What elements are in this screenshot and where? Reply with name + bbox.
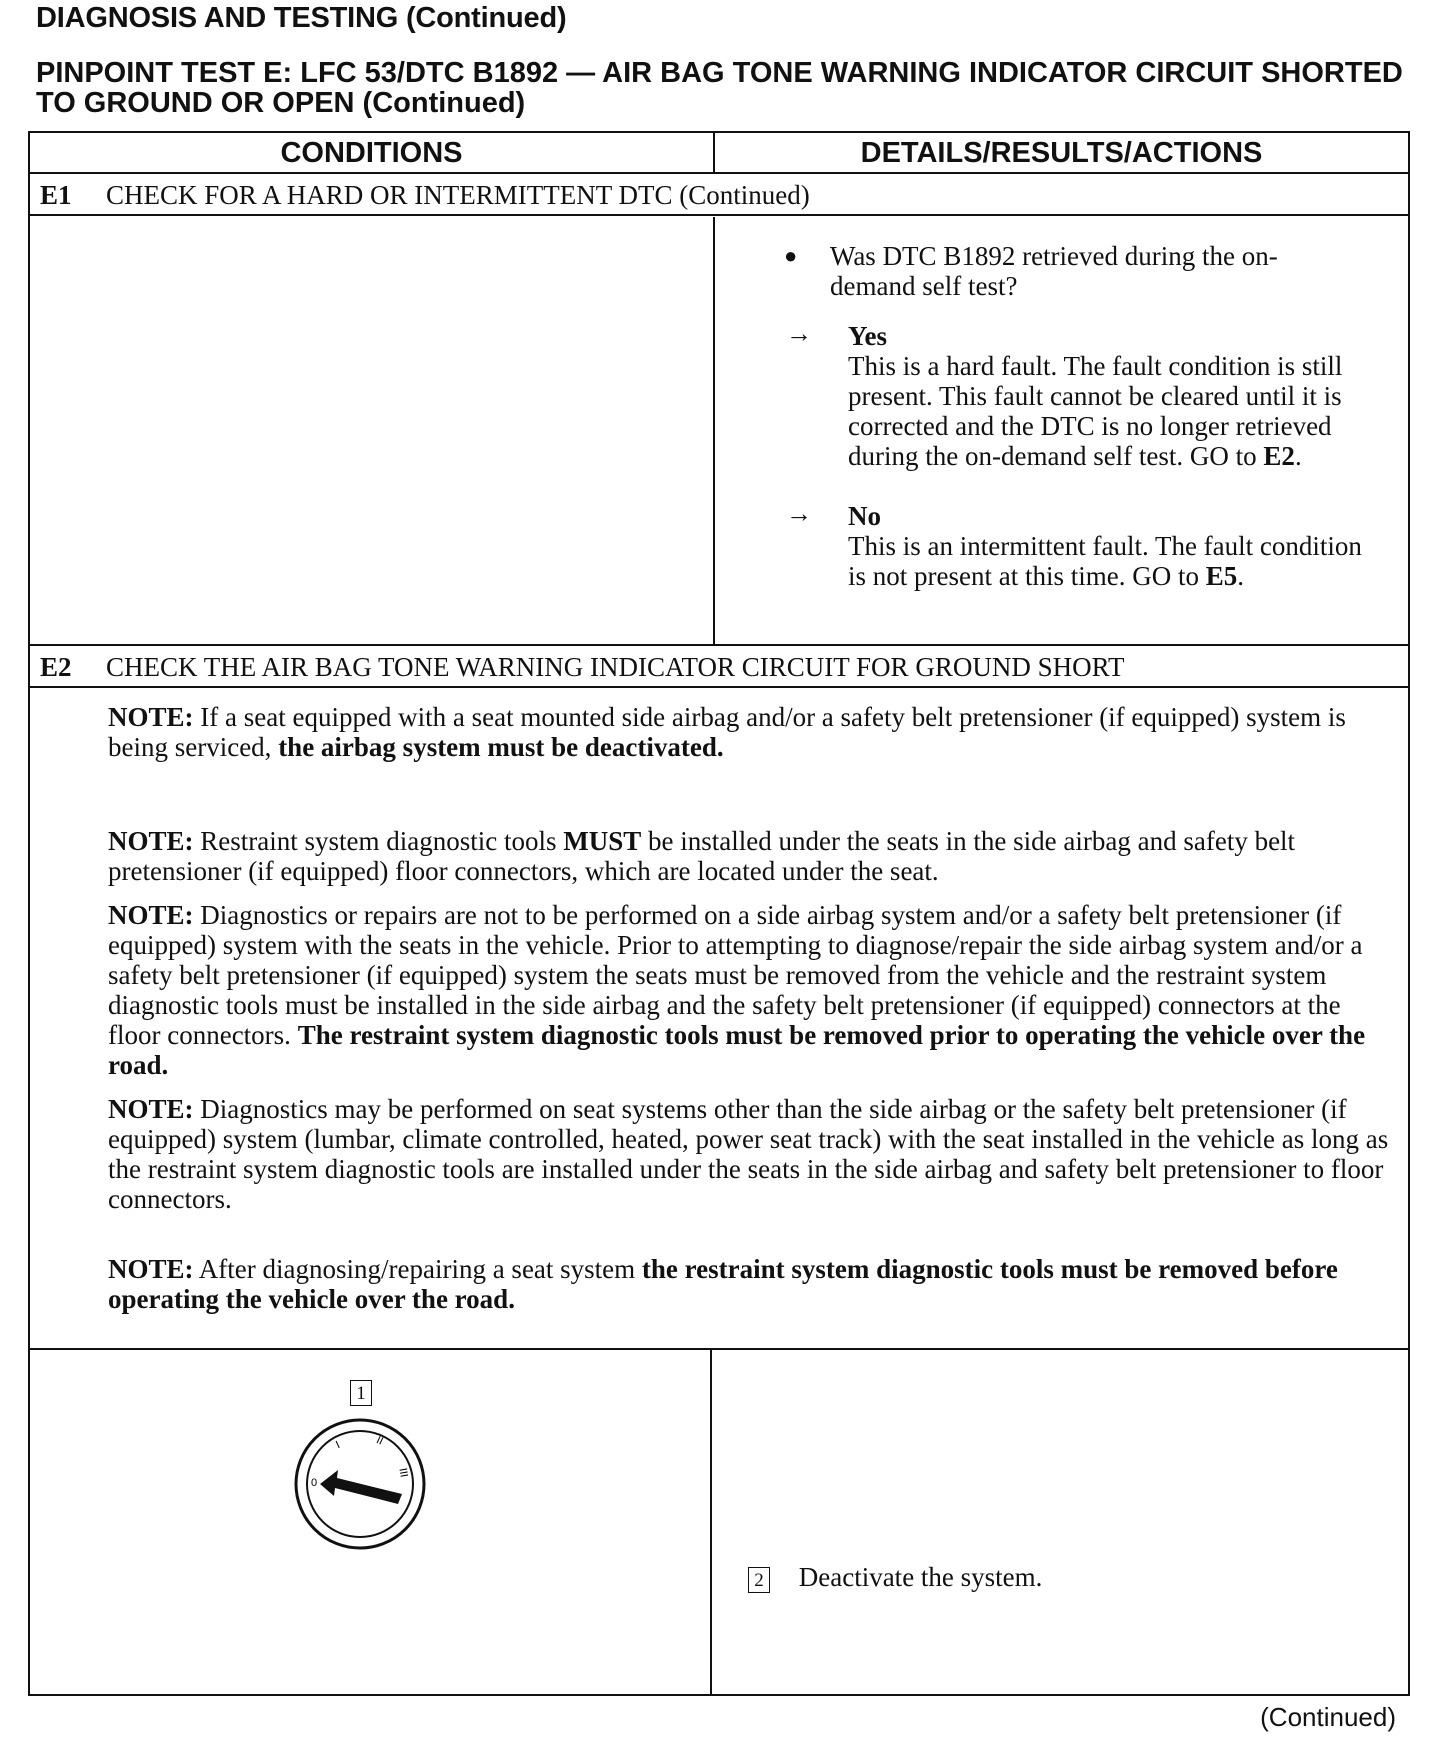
e1-yes-result [848, 321, 1388, 471]
position-start-label: III [396, 1467, 410, 1479]
note-text: Diagnostics may be performed on seat systems other than the side airbag or the safety belt pretensioner (if equipped) system (lumbar, climate controlled, heated, power seat track) with the seat installed in the vehicle as long as the restraint system diagnostic tools are installed under the seats in the side airbag and safety belt pretensioner to floor connectors. [108, 1094, 1389, 1214]
step-row-e2 [30, 646, 1408, 688]
note-other-seat-systems [108, 1094, 1398, 1214]
pinpoint-table [28, 131, 1410, 1696]
step-id: E1 [40, 180, 72, 210]
page-title: DIAGNOSIS AND TESTING (Continued) [36, 2, 567, 34]
no-text: This is an intermittent fault. The fault condition is not present at this time. GO to [848, 531, 1362, 591]
header-conditions: CONDITIONS [280, 137, 463, 169]
bullet-icon: ● [784, 243, 798, 268]
goto-e5-link[interactable]: E5 [1205, 561, 1238, 591]
step-number: 2 [748, 1567, 770, 1593]
note-label: NOTE: [108, 1094, 194, 1124]
note-text: Restraint system diagnostic tools [200, 826, 564, 856]
continued-label: (Continued) [1260, 1702, 1396, 1732]
note-emphasis: the restraint system diagnostic tools must be removed before operating the vehicle over the road. [108, 1254, 1338, 1314]
note-after-repair [108, 1254, 1398, 1314]
table-header [30, 133, 1408, 174]
yes-label: Yes [848, 321, 887, 351]
note-emphasis: MUST [563, 826, 642, 856]
step-title: CHECK THE AIR BAG TONE WARNING INDICATOR CIRCUIT FOR GROUND SHORT [106, 652, 1125, 682]
note-label: NOTE: [108, 1254, 194, 1284]
note-emphasis: The restraint system diagnostic tools must be removed prior to operating the vehicle over the road. [108, 1020, 1366, 1080]
note-text: be installed under the seats in the side airbag and safety belt pretensioner (if equipped) floor connectors, which are located under the seat. [108, 826, 1296, 886]
note-text: After diagnosing/repairing a seat system [198, 1254, 642, 1284]
note-diagnostic-tools [108, 826, 1398, 886]
yes-end: . [1294, 441, 1302, 471]
arrow-right-icon: → [786, 499, 812, 528]
note-label: NOTE: [108, 702, 194, 732]
position-off-label: 0 [311, 1477, 318, 1489]
note-deactivate [108, 702, 1398, 762]
step-text: Deactivate the system. [798, 1562, 1043, 1592]
header-details: DETAILS/RESULTS/ACTIONS [713, 133, 1408, 174]
e1-question: Was DTC B1892 retrieved during the on-demand self test? [830, 241, 1278, 301]
position-run-label: II [374, 1434, 385, 1448]
note-text: Diagnostics or repairs are not to be performed on a side airbag system and/or a safety belt pretensioner (if equipped) system with the seats in the vehicle. Prior to attempting to diagnose/repair the side airbag system and/or a safety belt pretensioner (if equipped) system the seats must be removed from the vehicle and the restraint system diagnostic tools must be installed in the side airbag and the safety belt pretensioner (if equipped) connectors at the floor connectors. [108, 900, 1363, 1050]
note-text: If a seat equipped with a seat mounted side airbag and/or a safety belt pretensioner (if equipped) system is being serviced, [108, 702, 1346, 762]
note-label: NOTE: [108, 826, 194, 856]
no-end: . [1237, 561, 1244, 591]
pinpoint-test-title: PINPOINT TEST E: LFC 53/DTC B1892 — AIR BAG TONE WARNING INDICATOR CIRCUIT SHORTED TO GROUND OR OPEN (Continued) [36, 57, 1403, 119]
goto-e2-link[interactable]: E2 [1263, 441, 1295, 471]
note-emphasis: the airbag system must be deactivated. [278, 732, 724, 762]
e1-no-result [848, 501, 1368, 591]
e2-notes [30, 688, 1408, 1350]
ignition-switch-icon [290, 1414, 430, 1554]
position-accessory-label: I [334, 1439, 342, 1452]
e2-step-row [30, 1350, 1408, 1696]
arrow-right-icon: → [786, 319, 812, 348]
no-label: No [848, 501, 881, 531]
yes-text: This is a hard fault. The fault condition is still present. This fault cannot be cleared until it is corrected and the DTC is no longer retrieved during the on-demand self test. GO to [848, 351, 1343, 471]
note-label: NOTE: [108, 900, 194, 930]
step-id: E2 [40, 652, 72, 682]
step-row-e1 [30, 174, 1408, 216]
step-e1-body [30, 217, 1408, 646]
step-title: CHECK FOR A HARD OR INTERMITTENT DTC (Continued) [106, 180, 810, 210]
callout-1: 1 [350, 1380, 372, 1406]
note-seats-removed [108, 900, 1398, 1080]
step-2 [748, 1562, 1042, 1593]
